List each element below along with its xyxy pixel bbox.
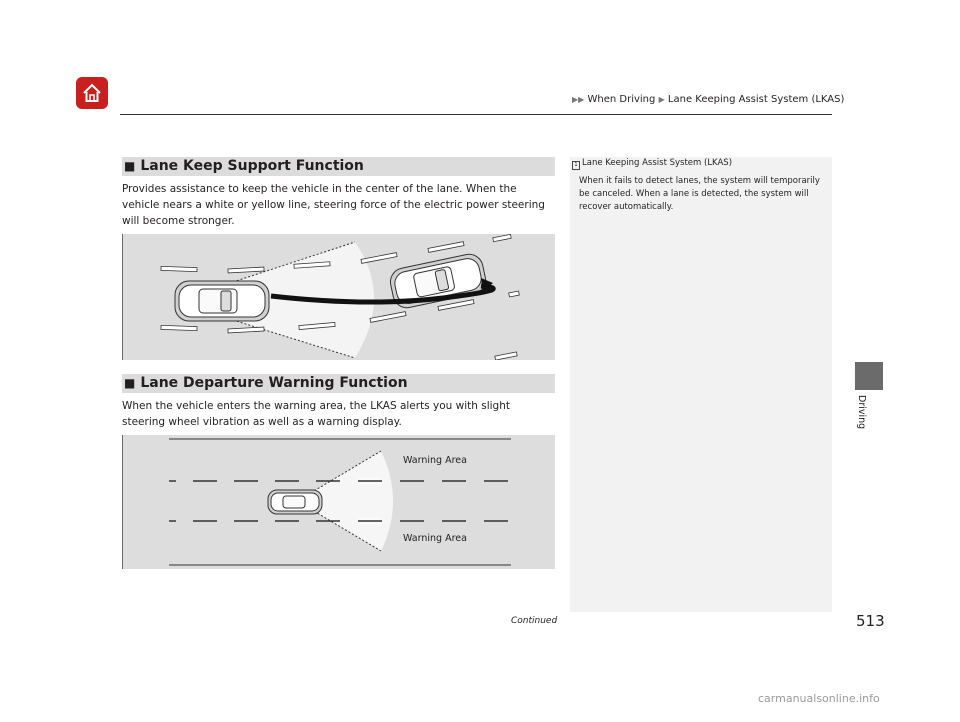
breadcrumb xyxy=(572,94,844,105)
breadcrumb-item[interactable]: Lane Keeping Assist System (LKAS) xyxy=(667,94,845,105)
car-icon xyxy=(268,490,322,514)
square-bullet-icon: ■ xyxy=(124,159,136,173)
section-body: When the vehicle enters the warning area, the LKAS alerts you with slight steering wheel vibration as well as a warning display. xyxy=(122,400,510,428)
reference-icon: 1 xyxy=(572,161,580,170)
section-title: Lane Keep Support Function xyxy=(140,158,364,174)
chapter-label[interactable]: Driving xyxy=(856,395,867,430)
warning-area-label: Warning Area xyxy=(403,533,467,544)
section-body: Provides assistance to keep the vehicle in the center of the lane. When the vehicle nears a white or yellow line, steering force of the electric power steering will become stronger. xyxy=(122,183,545,227)
car-icon xyxy=(175,281,269,321)
section-heading xyxy=(122,157,555,176)
square-bullet-icon: ■ xyxy=(124,376,136,390)
lane-departure-illustration xyxy=(123,435,555,569)
chapter-tab[interactable] xyxy=(855,362,883,390)
lane-departure-diagram xyxy=(122,435,555,569)
sidebar-note xyxy=(570,157,832,612)
sidebar-body: When it fails to detect lanes, the system will temporarily be canceled. When a lane is detected, the system will recover automatically. xyxy=(579,176,820,212)
section-heading xyxy=(122,374,555,393)
lane-keep-illustration xyxy=(123,234,555,360)
home-button[interactable] xyxy=(76,77,108,109)
continued-label: Continued xyxy=(511,616,558,626)
triangle-right-icon: ▶ xyxy=(658,95,665,104)
header-rule xyxy=(120,114,832,115)
lane-keep-diagram xyxy=(122,234,555,360)
section-title: Lane Departure Warning Function xyxy=(140,375,408,391)
triangle-right-icon: ▶▶ xyxy=(572,95,585,104)
home-icon xyxy=(76,77,108,109)
breadcrumb-item[interactable]: When Driving xyxy=(587,94,656,105)
page-number: 513 xyxy=(856,612,885,630)
warning-area-label: Warning Area xyxy=(403,455,467,466)
watermark-text: carmanualsonline.info xyxy=(758,692,880,705)
sidebar-title[interactable]: 1 Lane Keeping Assist System (LKAS) xyxy=(572,158,732,170)
